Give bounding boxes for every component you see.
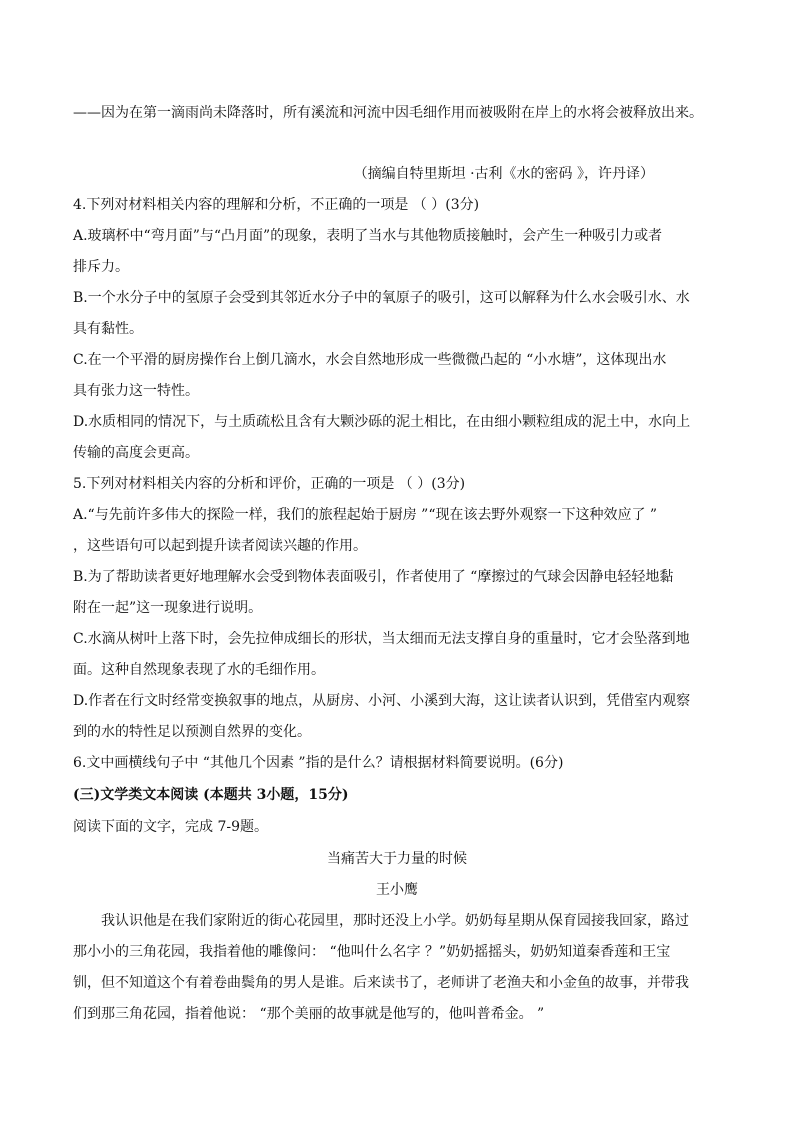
q4-option-b: B.一个水分子中的氢原子会受到其邻近水分子中的氧原子的吸引，这可以解释为什么水会吸引水、水: [73, 290, 690, 306]
question-4: 4.下列对材料相关内容的理解和分析，不正确的一项是 （ ）(3分): [73, 197, 480, 213]
q4-option-d-cont: 传输的高度会更高。: [73, 445, 199, 461]
paragraph-continuation: ——因为在第一滴雨尚未降落时，所有溪流和河流中因毛细作用而被吸附在岸上的水将会被释放出来。: [73, 105, 703, 121]
q4-option-d: D.水质相同的情况下，与土质疏松且含有大颗沙砾的泥土相比，在由细小颗粒组成的泥土中，水向上: [73, 414, 691, 430]
q5-option-a-cont: ，这些语句可以起到提升读者阅读兴趣的作用。: [73, 538, 367, 554]
article-author: 王小鹰: [376, 882, 418, 898]
q5-option-b-cont: 附在一起”这一现象进行说明。: [73, 600, 263, 616]
article-paragraph-line: 那小小的三角花园，我指着他的雕像问： “他叫什么名字 ？”奶奶摇摇头，奶奶知道秦香莲和王宝: [73, 944, 671, 960]
article-paragraph-line: 们到那三角花园，指着他说： “那个美丽的故事就是他写的，他叫普希金。 ”: [73, 1006, 545, 1022]
q5-option-c: C.水滴从树叶上落下时，会先拉伸成细长的形状，当太细而无法支撑自身的重量时，它才会坠落到地: [73, 631, 690, 647]
section-heading: (三)文学类文本阅读 (本题共 3小题，15分): [73, 787, 349, 803]
article-paragraph-line: 我认识他是在我们家附近的街心花园里，那时还没上小学。奶奶每星期从保育园接我回家，路过: [101, 913, 689, 929]
article-paragraph-line: 钏，但不知道这个有着卷曲鬓角的男人是谁。后来读书了，老师讲了老渔夫和小金鱼的故事，并带我: [73, 975, 689, 991]
q4-option-a-cont: 排斥力。: [73, 259, 129, 275]
q5-option-c-cont: 面。这种自然现象表现了水的毛细作用。: [73, 662, 325, 678]
q5-option-b: B.为了帮助读者更好地理解水会受到物体表面吸引，作者使用了 “摩擦过的气球会因静电轻轻地黏: [73, 569, 674, 585]
q4-option-a: A.玻璃杯中“弯月面”与“凸月面”的现象，表明了当水与其他物质接触时，会产生一种吸引力或者: [73, 228, 663, 244]
reading-instruction: 阅读下面的文字，完成 7-9题。: [73, 819, 268, 835]
q4-option-b-cont: 具有黏性。: [73, 321, 143, 337]
article-title: 当痛苦大于力量的时候: [327, 851, 467, 867]
q5-option-d-cont: 到的水的特性足以预测自然界的变化。: [73, 724, 311, 740]
source-citation: （摘编自特里斯坦 ·古利《水的密码 》，许丹译）: [353, 166, 654, 182]
question-5: 5.下列对材料相关内容的分析和评价，正确的一项是 （ ）(3分): [73, 476, 466, 492]
q5-option-d: D.作者在行文时经常变换叙事的地点，从厨房、小河、小溪到大海，这让读者认识到，凭借室内观察: [73, 693, 691, 709]
q4-option-c: C.在一个平滑的厨房操作台上倒几滴水，水会自然地形成一些微微凸起的 “小水塘”，这体现出水: [73, 352, 667, 368]
question-6: 6.文中画横线句子中 “其他几个因素 ”指的是什么？请根据材料简要说明。(6分): [73, 755, 564, 771]
q4-option-c-cont: 具有张力这一特性。: [73, 383, 199, 399]
q5-option-a: A.“与先前许多伟大的探险一样，我们的旅程起始于厨房 ”“现在该去野外观察一下这种效应了 ”: [73, 507, 658, 523]
